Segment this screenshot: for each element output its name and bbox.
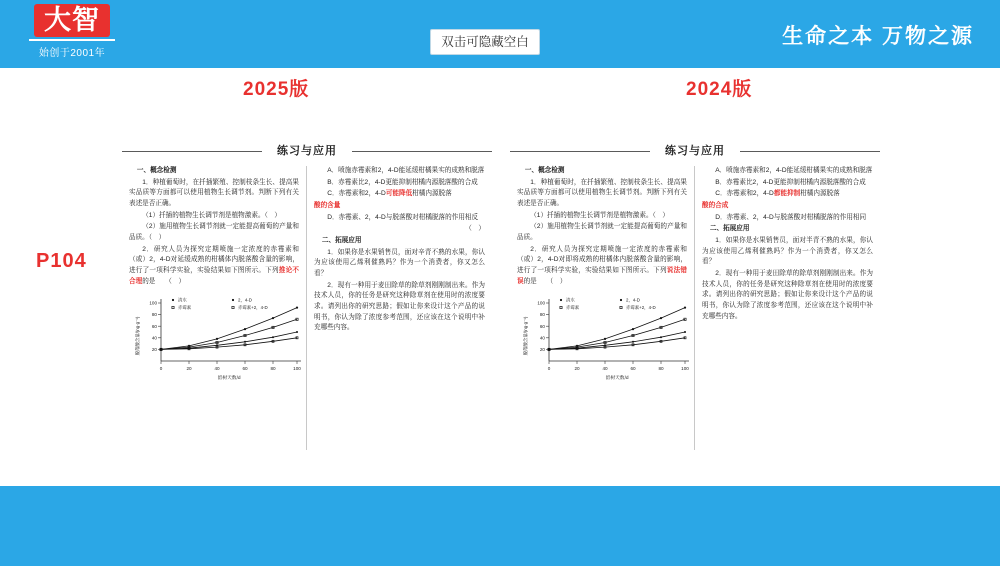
svg-text:60: 60 xyxy=(151,324,157,330)
logo-divider xyxy=(29,39,115,41)
svg-text:赤霉素: 赤霉素 xyxy=(178,305,192,311)
highlight-text: 推论不合理 xyxy=(129,267,300,285)
paragraph: 1．种植葡萄时，在扦插繁殖、控制枝条生长、提高果实品质等方面都可以使用植物生长调节剂。判断下列有关表述是否正确。 xyxy=(129,178,299,208)
option-c-text: C．赤霉素和2，4-D xyxy=(715,190,774,198)
paragraph: 1．如果你是水果销售员，面对半青不熟的水果，你认为应该使用乙烯利催熟吗？作为一个消费者，你又怎么看？ xyxy=(702,237,873,266)
section-title-extend: 二、拓展应用 xyxy=(321,237,362,245)
option-b: B．赤霉素比2，4-D更能抑制柑橘内源脱落酸的合成 xyxy=(715,178,866,186)
page-columns xyxy=(112,166,502,450)
svg-text:40: 40 xyxy=(214,366,220,372)
paragraph xyxy=(517,245,687,288)
page-title: 练习与应用 xyxy=(665,145,725,157)
page-header-2024 xyxy=(510,142,880,160)
chart-svg xyxy=(129,291,309,383)
paragraph-tail: 的是 （ ） xyxy=(142,277,186,285)
section-title-extend: 二、拓展应用 xyxy=(709,225,750,233)
option-a: A．喷施赤霉素和2，4-D能延缓柑橘果实的成熟和脱落 xyxy=(327,167,485,174)
svg-text:赤霉素+2，4-D: 赤霉素+2，4-D xyxy=(626,305,656,311)
version-label-2025: 2025版 xyxy=(243,79,310,100)
svg-text:80: 80 xyxy=(658,366,664,372)
svg-text:80: 80 xyxy=(539,312,545,318)
svg-text:脱落酸含量/(ng·g⁻¹): 脱落酸含量/(ng·g⁻¹) xyxy=(523,317,528,356)
option-c-highlight: 可能降低 xyxy=(385,190,413,198)
svg-text:2，4-D: 2，4-D xyxy=(238,297,252,303)
svg-text:100: 100 xyxy=(537,300,545,306)
section-title-concept: 一、概念检测 xyxy=(524,167,565,174)
version-label-2024: 2024版 xyxy=(686,79,753,100)
svg-text:60: 60 xyxy=(630,366,636,372)
paragraph: （2）施用植物生长调节剂就一定能提高葡萄的产量和品质。（ ） xyxy=(129,223,299,242)
svg-text:留树天数/d: 留树天数/d xyxy=(217,376,241,382)
svg-text:80: 80 xyxy=(270,366,276,372)
option-c-tail: 柑橘内源脱落 xyxy=(412,190,452,198)
option-a: A．喷施赤霉素和2，4-D能延缓柑橘果实的成熟和脱落 xyxy=(715,167,873,174)
column-left xyxy=(122,166,307,450)
option-c-tail: 柑橘内源脱落 xyxy=(800,190,840,198)
section-title-concept: 一、概念检测 xyxy=(136,167,177,174)
option-c-text: C．赤霉素和2，4-D xyxy=(327,190,386,198)
option-d: D．赤霉素、2，4-D与脱落酸对柑橘脱落的作用相反 xyxy=(327,213,479,221)
header-slogan: 生命之本 万物之源 xyxy=(782,25,974,48)
chart-abscisic-acid xyxy=(129,291,299,383)
paragraph: 2．现有一种用于麦田除草的除草剂刚刚制出来。作为技术人员，你的任务是研究这种除草剂在使用时的浓度要求。请列出你的研究思路；假如让你来设计这个产品的说明书，你认为除了浓度参考范围，还应该在这个说明中补充哪些内容。 xyxy=(702,270,873,320)
svg-text:60: 60 xyxy=(539,324,545,330)
option-b: B．赤霉素比2，4-D更能抑制柑橘内源脱落酸的合成 xyxy=(327,178,478,186)
paragraph: 1．种植葡萄时，在扦插繁殖、控制枝条生长、提高果实品质等方面都可以使用植物生长调节剂。判断下列有关表述是否正确。 xyxy=(517,178,687,208)
svg-text:赤霉素+2，4-D: 赤霉素+2，4-D xyxy=(238,305,268,311)
hide-blank-button[interactable]: 双击可隐藏空白 xyxy=(430,29,540,55)
document-page-2025 xyxy=(112,138,502,456)
logo-subtitle: 始创于2001年 xyxy=(38,48,106,60)
option-c xyxy=(702,189,873,200)
svg-text:60: 60 xyxy=(242,366,248,372)
svg-text:20: 20 xyxy=(186,366,192,372)
logo-text: 大智 xyxy=(34,4,110,37)
option-c-highlight: 都能抑制 xyxy=(773,190,801,198)
paragraph: （1）扦插的植物生长调节剂是植物激素。（ ） xyxy=(530,211,670,219)
column-right xyxy=(695,166,880,450)
svg-text:20: 20 xyxy=(539,347,545,353)
highlight-text: 说法错误 xyxy=(517,267,688,285)
paragraph: 2．现有一种用于麦田除草的除草剂刚刚制出来。作为技术人员，你的任务是研究这种除草剂在使用时的浓度要求。请列出你的研究思路；假如让你来设计这个产品的说明书，你认为除了浓度参考范围，还应该在这个说明中补充哪些内容。 xyxy=(314,281,485,332)
column-left xyxy=(510,166,695,450)
app-footer xyxy=(0,486,1000,566)
paragraph-text: 2．研究人员为探究定期喷施一定浓度的赤霉素和（或）2，4-D对即将成熟的柑橘体内脱落酸含量的影响，进行了一项科学实验，实验结果如下图所示。下列 xyxy=(517,245,687,275)
svg-text:80: 80 xyxy=(151,312,157,318)
svg-text:0: 0 xyxy=(159,366,163,372)
svg-text:清水: 清水 xyxy=(566,297,575,303)
paragraph: （2）施用植物生长调节剂就一定能提高葡萄的产量和品质。 xyxy=(517,223,687,242)
svg-text:留树天数/d: 留树天数/d xyxy=(605,376,629,382)
answer-blank: （ ） xyxy=(465,225,485,233)
option-d: D．赤霉素、2，4-D与脱落酸对柑橘脱落的作用相同 xyxy=(715,213,867,221)
page-title: 练习与应用 xyxy=(277,145,337,157)
paragraph-tail: 的是 （ ） xyxy=(523,277,567,285)
page-columns xyxy=(500,166,890,450)
paragraph: （1）扦插的植物生长调节剂是植物激素。（ ） xyxy=(142,211,282,219)
paragraph xyxy=(129,245,299,288)
page-header-2025 xyxy=(122,142,492,160)
svg-text:2，4-D: 2，4-D xyxy=(626,297,640,303)
svg-text:20: 20 xyxy=(151,347,157,353)
app-header xyxy=(0,0,1000,68)
page-number-label: P104 xyxy=(36,250,87,272)
paragraph: 1．如果你是水果销售员，面对辛青不熟的水果，你认为应该使用乙烯利催熟吗？作为一个消费者，你又怎么看？ xyxy=(314,248,485,278)
logo xyxy=(16,4,128,66)
paragraph-text: 2．研究人员为探究定期喷施一定浓度的赤霉素和（或）2，4-D对延缓成熟的柑橘体内脱落酸含量的影响，进行了一项科学实验，实验结果如下图所示。下列 xyxy=(129,245,299,275)
chart-svg xyxy=(517,291,697,383)
svg-text:100: 100 xyxy=(149,300,157,306)
svg-text:100: 100 xyxy=(681,366,689,372)
document-page-2024 xyxy=(500,138,890,456)
svg-text:0: 0 xyxy=(547,366,551,372)
svg-text:脱落酸含量/(ng·g⁻¹): 脱落酸含量/(ng·g⁻¹) xyxy=(135,317,140,356)
svg-text:40: 40 xyxy=(539,335,545,341)
chart-abscisic-acid xyxy=(517,291,687,383)
option-c-line2: 酸的含量 xyxy=(314,202,341,210)
option-c xyxy=(314,189,485,200)
svg-text:20: 20 xyxy=(574,366,580,372)
svg-text:清水: 清水 xyxy=(178,297,187,303)
option-c-line2: 酸的合成 xyxy=(702,202,729,210)
svg-text:100: 100 xyxy=(293,366,301,372)
svg-text:赤霉素: 赤霉素 xyxy=(566,305,580,311)
column-right xyxy=(307,166,492,450)
svg-text:40: 40 xyxy=(151,335,157,341)
svg-text:40: 40 xyxy=(602,366,608,372)
